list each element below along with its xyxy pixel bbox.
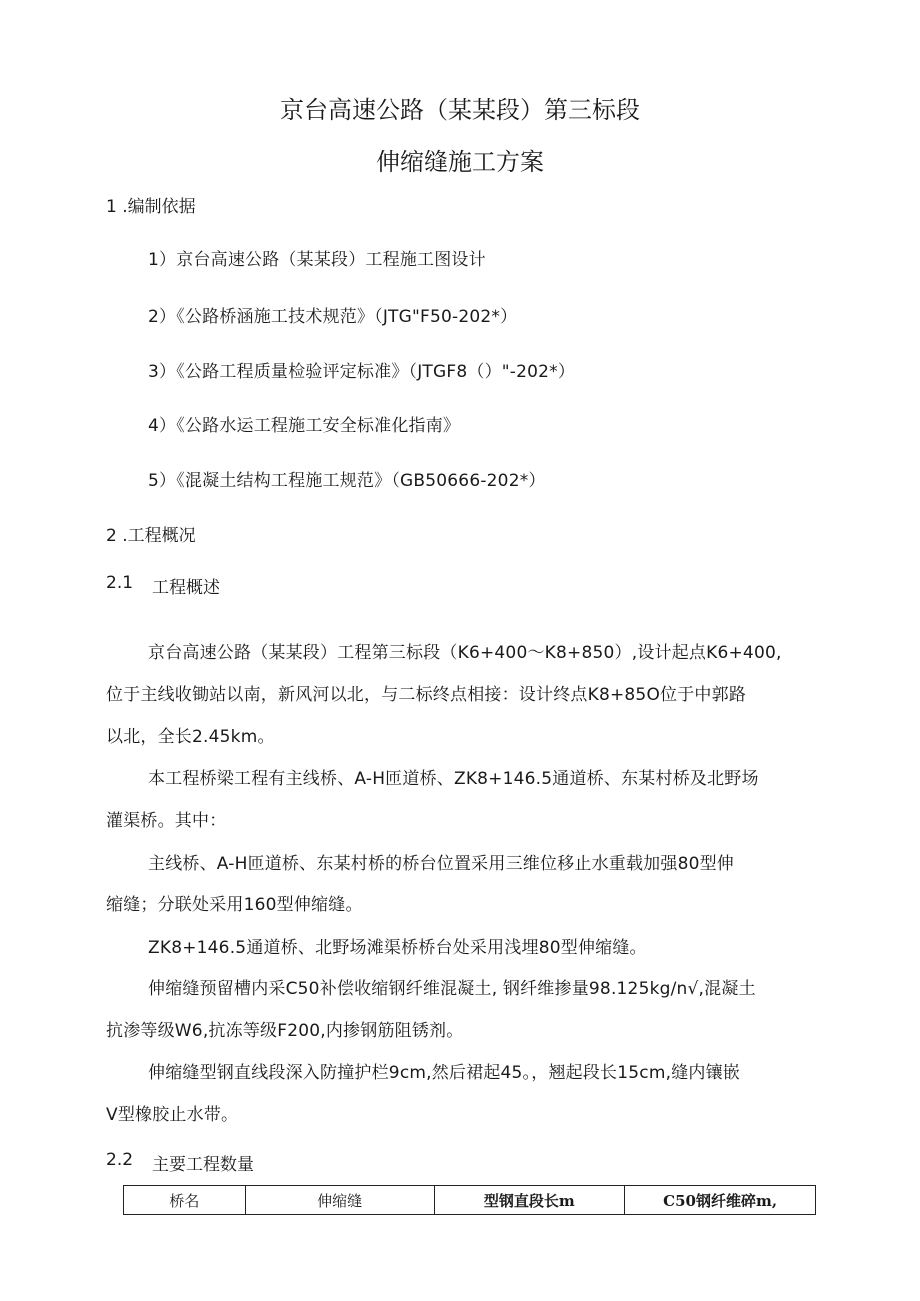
reference-item: 5）《混凝土结构工程施工规范》（GB50666-202*）: [148, 471, 546, 491]
reference-item: 4）《公路水运工程施工安全标准化指南》: [148, 416, 461, 436]
paragraph-line: 抗渗等级W6,抗冻等级F200,内掺钢筋阻锈剂。: [106, 1021, 464, 1041]
paragraph-line: 灌渠桥。其中：: [106, 811, 227, 831]
table-header-cell: 伸缩缝: [245, 1186, 434, 1215]
reference-item: 3）《公路工程质量检验评定标准》（JTGF8（）"-202*）: [148, 362, 576, 382]
section2-heading: 2 .工程概况: [106, 526, 196, 546]
table-header-row: [124, 1186, 816, 1215]
subsection-number: 2.2: [106, 1150, 134, 1170]
subsection-number: 2.1: [106, 573, 134, 593]
doc-title-line2: 伸缩缝施工方案: [376, 148, 544, 176]
paragraph-line: 以北，全长2.45km。: [106, 727, 275, 747]
subsection-title: 主要工程数量: [152, 1155, 254, 1175]
quantity-table: [123, 1185, 816, 1215]
paragraph-line: 京台高速公路（某某段）工程第三标段（K6+400〜K8+850）,设计起点K6+400,: [148, 643, 782, 663]
reference-item: 2）《公路桥涵施工技术规范》（JTG"F50-202*）: [148, 307, 518, 327]
paragraph-line: 伸缩缝型钢直线段深入防撞护栏9cm,然后裙起45。，翘起段长15cm,缝内镶嵌: [148, 1063, 740, 1083]
subsection-title: 工程概述: [152, 578, 220, 598]
table-header-cell: 桥名: [124, 1186, 246, 1215]
paragraph-line: 缩缝；分联处采用160型伸缩缝。: [106, 895, 363, 915]
paragraph-line: V型橡胶止水带。: [106, 1105, 239, 1125]
section1-heading: 1 .编制依据: [106, 197, 196, 217]
paragraph-line: 伸缩缝预留槽内采C50补偿收缩钢纤维混凝土, 钢纤维掺量98.125kg∕n√,混凝土: [148, 979, 756, 999]
paragraph-line: 本工程桥梁工程有主线桥、A-H匝道桥、ZK8+146.5通道桥、东某村桥及北野场: [148, 769, 759, 789]
paragraph-line: 主线桥、A-H匝道桥、东某村桥的桥台位置采用三维位移止水重载加强80型伸: [148, 854, 735, 874]
table-header-cell: C50钢纤维碎m,: [625, 1186, 816, 1215]
paragraph-line: 位于主线收锄站以南，新风河以北，与二标终点相接：设计终点K8+85O位于中郭路: [106, 685, 747, 705]
table-header-cell: 型钢直段长m: [434, 1186, 625, 1215]
doc-title-line1: 京台高速公路（某某段）第三标段: [280, 96, 640, 124]
reference-item: 1）京台高速公路（某某段）工程施工图设计: [148, 250, 486, 270]
paragraph-line: ZK8+146.5通道桥、北野场滩渠桥桥台处采用浅埋80型伸缩缝。: [148, 938, 647, 958]
